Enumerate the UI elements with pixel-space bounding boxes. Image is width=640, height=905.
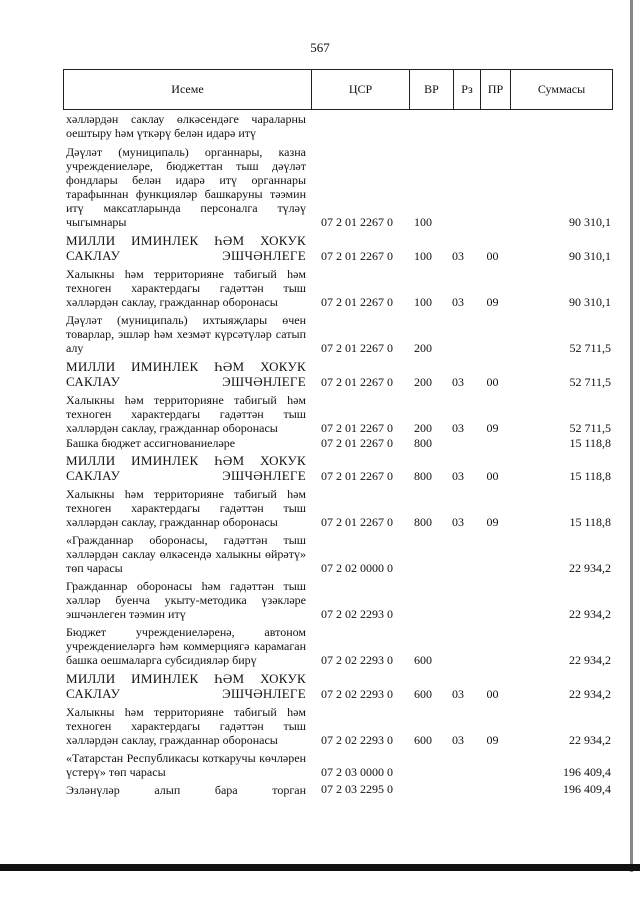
table-row (66, 232, 611, 263)
row-pr: 09 (486, 295, 499, 309)
table-row (66, 435, 611, 450)
row-sum: 15 118,8 (569, 515, 611, 529)
column-header-name: Исеме (171, 82, 204, 96)
row-pr: 00 (486, 375, 499, 389)
table-row (66, 358, 611, 389)
row-vr: 200 (414, 375, 432, 389)
row-rz: 03 (452, 249, 464, 263)
row-pr: 09 (486, 421, 499, 435)
column-header-sum: Суммасы (510, 70, 612, 109)
row-csr: 07 2 01 2267 0 (321, 515, 393, 529)
row-sum: 52 711,5 (569, 375, 611, 389)
row-name: Халыкны һәм территорияне табигый һәм техноген характердагы гадәттән тыш хәлләрдән саклау, гражданнар оборонасы (66, 705, 306, 747)
row-name: «Татарстан Республикасы коткаручы көчләрен үстерү» төп чарасы (66, 751, 306, 779)
row-csr: 07 2 01 2267 0 (321, 341, 393, 355)
row-name: Дәүләт (муниципаль) ихтыяҗлары өчен товарлар, эшләр һәм хезмәт күрсәтүләр сатып алу (66, 313, 306, 355)
row-sum: 22 934,2 (569, 687, 611, 701)
table-row (66, 704, 611, 747)
row-csr: 07 2 01 2267 0 (321, 436, 393, 450)
row-name: Халыкны һәм территорияне табигый һәм техноген характердагы гадәттән тыш хәлләрдән саклау, гражданнар оборонасы (66, 487, 306, 529)
row-vr: 800 (414, 436, 432, 450)
row-name: МИЛЛИ ИМИНЛЕК ҺӘМ ХОКУК САКЛАУ ЭШЧӘНЛЕГЕ (66, 671, 306, 701)
row-csr: 07 2 02 2293 0 (321, 607, 393, 621)
row-rz: 03 (452, 515, 464, 529)
row-rz: 03 (452, 733, 464, 747)
row-sum: 196 409,4 (563, 782, 611, 796)
row-sum: 90 310,1 (569, 215, 611, 229)
table-row (66, 532, 611, 575)
row-vr: 600 (414, 687, 432, 701)
table-row (66, 624, 611, 667)
row-vr: 200 (414, 341, 432, 355)
row-sum: 15 118,8 (569, 469, 611, 483)
column-header-rz: Рз (453, 70, 480, 109)
table-body (66, 111, 611, 797)
table-row (66, 750, 611, 779)
row-sum: 52 711,5 (569, 341, 611, 355)
row-sum: 90 310,1 (569, 249, 611, 263)
scan-bottom-bar (0, 864, 640, 871)
row-csr: 07 2 01 2267 0 (321, 375, 393, 389)
table-row (66, 670, 611, 701)
row-csr: 07 2 01 2267 0 (321, 469, 393, 483)
row-vr: 800 (414, 515, 432, 529)
row-name: «Гражданнар оборонасы, гадәттән тыш хәлләрдән саклау өлкәсендә халыкны өйрәтү» төп чарасы (66, 533, 306, 575)
row-csr: 07 2 03 0000 0 (321, 765, 393, 779)
row-csr: 07 2 02 2293 0 (321, 653, 393, 667)
table-header (63, 69, 613, 110)
row-csr: 07 2 01 2267 0 (321, 249, 393, 263)
row-vr: 600 (414, 653, 432, 667)
row-name: Халыкны һәм территорияне табигый һәм техноген характердагы гадәттән тыш хәлләрдән саклау, гражданнар оборонасы (66, 393, 306, 435)
row-name: МИЛЛИ ИМИНЛЕК ҺӘМ ХОКУК САКЛАУ ЭШЧӘНЛЕГЕ (66, 453, 306, 483)
row-name: Дәүләт (муниципаль) органнары, казна учреждениеләре, бюджеттан тыш дәүләт фондлары белән идарә итү органнары тарафыннан функцияләр башкаруны тәэмин итү максатларында персоналга түләү чыгымнары (66, 145, 306, 229)
row-name: МИЛЛИ ИМИНЛЕК ҺӘМ ХОКУК САКЛАУ ЭШЧӘНЛЕГЕ (66, 359, 306, 389)
row-pr: 09 (486, 733, 499, 747)
table-row (66, 392, 611, 435)
row-pr: 00 (486, 687, 499, 701)
row-vr: 100 (414, 295, 432, 309)
row-rz: 03 (452, 375, 464, 389)
table-row (66, 111, 611, 140)
row-rz: 03 (452, 421, 464, 435)
table-row (66, 782, 611, 797)
row-sum: 22 934,2 (569, 607, 611, 621)
row-name: МИЛЛИ ИМИНЛЕК ҺӘМ ХОКУК САКЛАУ ЭШЧӘНЛЕГЕ (66, 233, 306, 263)
row-sum: 22 934,2 (569, 561, 611, 575)
row-name: Эзләнүләр алып бара торган (66, 783, 306, 797)
row-sum: 196 409,4 (563, 765, 611, 779)
scan-edge-line (630, 0, 633, 872)
row-pr: 09 (486, 515, 499, 529)
row-rz: 03 (452, 469, 464, 483)
row-rz: 03 (452, 687, 464, 701)
row-name: Гражданнар оборонасы һәм гадәттән тыш хәлләр буенча укыту-методика үзәкләре эшчәнлеген тәэмин итү (66, 579, 306, 621)
table-row (66, 266, 611, 309)
table-row (66, 452, 611, 483)
row-csr: 07 2 01 2267 0 (321, 421, 393, 435)
row-vr: 100 (414, 249, 432, 263)
row-vr: 600 (414, 733, 432, 747)
row-sum: 22 934,2 (569, 653, 611, 667)
row-rz: 03 (452, 295, 464, 309)
row-csr: 07 2 02 0000 0 (321, 561, 393, 575)
row-sum: 52 711,5 (569, 421, 611, 435)
column-header-vr: ВР (409, 70, 453, 109)
column-header-csr: ЦСР (311, 70, 409, 109)
row-csr: 07 2 03 2295 0 (321, 782, 393, 796)
row-csr: 07 2 02 2293 0 (321, 733, 393, 747)
row-sum: 15 118,8 (569, 436, 611, 450)
row-pr: 00 (486, 469, 499, 483)
row-pr: 00 (486, 249, 499, 263)
table-row (66, 144, 611, 229)
row-vr: 100 (414, 215, 432, 229)
row-name: Бюджет учреждениеләренә, автоном учреждениеләргә һәм коммерциягә карамаган башка оешмаларга субсидияләр бирү (66, 625, 306, 667)
page-number: 567 (310, 40, 330, 55)
column-header-pr: ПР (480, 70, 510, 109)
row-name: Халыкны һәм территорияне табигый һәм техноген характердагы гадәттән тыш хәлләрдән саклау, гражданнар оборонасы (66, 267, 306, 309)
row-vr: 200 (414, 421, 432, 435)
row-name: хәлләрдән саклау өлкәсендәге чараларны оештыру һәм үткәрү белән идарә итү (66, 112, 306, 140)
row-csr: 07 2 01 2267 0 (321, 215, 393, 229)
row-name: Башка бюджет ассигнованиеләре (66, 436, 236, 450)
table-row (66, 578, 611, 621)
table-row (66, 312, 611, 355)
table-row (66, 486, 611, 529)
row-vr: 800 (414, 469, 432, 483)
row-sum: 22 934,2 (569, 733, 611, 747)
row-csr: 07 2 01 2267 0 (321, 295, 393, 309)
row-sum: 90 310,1 (569, 295, 611, 309)
row-csr: 07 2 02 2293 0 (321, 687, 393, 701)
